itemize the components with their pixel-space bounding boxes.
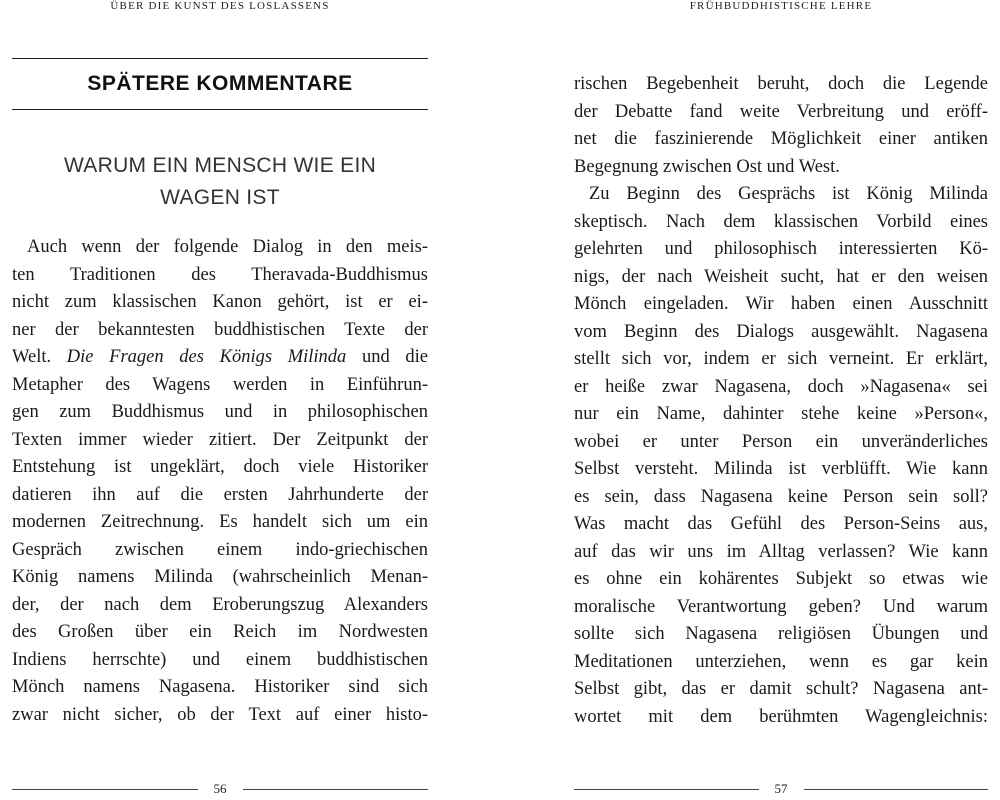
text-line: Metapher des Wagens werden in Einführun- [12,374,428,395]
footer-rule [574,789,759,790]
text-line: Auch wenn der folgende Dialog in den meis- [27,237,428,257]
text-line: Mönch namens Nagasena. Historiker sind sich [12,677,428,697]
text-line: ner der bekanntesten buddhistischen Texte der [12,319,428,340]
chapter-title-line-1: WARUM EIN MENSCH WIE EIN [63,154,377,177]
page-number-footer-left [12,778,428,800]
text-line: Selbst versteht. Milinda ist verblüfft. Wie kann [574,459,988,479]
text-line: gelehrten und philosophisch interessierten Kö- [574,239,988,259]
text-line: vom Beginn des Dialogs ausgewählt. Nagasena [574,321,988,342]
body-text-right [574,71,988,731]
page-number: 57 [774,781,788,796]
text-line: zwar nicht sicher, ob der Text auf einer histo- [12,704,428,725]
text-line: ten Traditionen des Theravada-Buddhismus [12,264,428,285]
text-line: skeptisch. Nach dem klassischen Vorbild eines [574,211,988,232]
text-fragment: Welt. [12,347,52,367]
text-line: er heiße zwar Nagasena, doch »Nagasena« sei [574,376,988,397]
text-line: Indiens herrschte) und einem buddhistischen [12,649,428,670]
text-line: modernen Zeitrechnung. Es handelt sich um ein [12,512,428,532]
text-line: Gespräch zwischen einem indo-griechischen [12,539,428,560]
text-line: der Debatte fand weite Verbreitung und eröff- [574,101,988,122]
body-text-left [12,234,428,729]
running-head-right: FRÜHBUDDHISTISCHE LEHRE [689,0,873,12]
text-line: Mönch eingeladen. Wir haben einen Ausschnitt [574,294,988,314]
text-line: es sein, dass Nagasena keine Person sein soll? [574,486,988,507]
right-page [574,0,988,800]
text-line: Entstehung ist ungeklärt, doch viele Historiker [12,457,428,477]
footer-rule [243,789,429,790]
text-line: des Großen über ein Reich im Nordwesten [12,622,428,642]
text-line: nicht zum klassischen Kanon gehört, ist er ei- [12,292,428,312]
running-head-left: ÜBER DIE KUNST DES LOSLASSENS [110,0,330,12]
text-line: net die faszinierende Möglichkeit einer antiken [574,129,988,149]
text-line: rischen Begebenheit beruht, doch die Legende [574,74,988,94]
text-fragment: und die [361,347,429,367]
text-line: der, der nach dem Eroberungszug Alexanders [12,594,428,615]
footer-rule [804,789,989,790]
text-line: stellt sich vor, indem er sich verneint. Er erklärt, [574,349,988,369]
text-line: Selbst gibt, das er damit schult? Nagasena ant- [574,679,988,699]
text-line: wobei er unter Person ein unveränderliches [574,431,988,452]
chapter-title [12,150,428,214]
text-line: sollte sich Nagasena religiösen Übungen und [574,624,988,644]
section-title: SPÄTERE KOMMENTARE [87,72,353,95]
book-title-italic: Die Fragen des Königs Milinda [66,347,347,367]
text-line: gen zum Buddhismus und in philosophischen [12,402,428,422]
chapter-title-line-2: WAGEN IST [160,186,280,209]
section-title-box [12,58,428,110]
text-line: moralische Verantwortung geben? Und warum [574,596,988,617]
text-line: nur ein Name, dahinter stehe keine »Person«, [574,404,988,424]
text-line: König namens Milinda (wahrscheinlich Menan- [12,567,428,587]
page-number-footer-right [574,778,988,800]
footer-rule [12,789,198,790]
text-line-with-italic-title [12,344,428,372]
page-number: 56 [213,781,227,796]
text-line: auf das wir uns im Alltag verlassen? Wie kann [574,541,988,562]
text-line: Begegnung zwischen Ost und West. [574,156,840,177]
text-line: Zu Beginn des Gesprächs ist König Milinda [589,184,988,204]
text-line: Meditationen unterziehen, wenn es gar kein [574,651,988,672]
left-page [12,0,428,800]
text-line: Was macht das Gefühl des Person-Seins aus, [574,514,988,534]
text-line: datieren ihn auf die ersten Jahrhunderte der [12,484,428,505]
text-line: nigs, der nach Weisheit sucht, hat er den weisen [574,266,988,287]
text-line: wortet mit dem berühmten Wagengleichnis: [574,706,988,727]
text-line: Texten immer wieder zitiert. Der Zeitpunkt der [12,429,428,450]
text-line: es ohne ein kohärentes Subjekt so etwas wie [574,569,988,589]
